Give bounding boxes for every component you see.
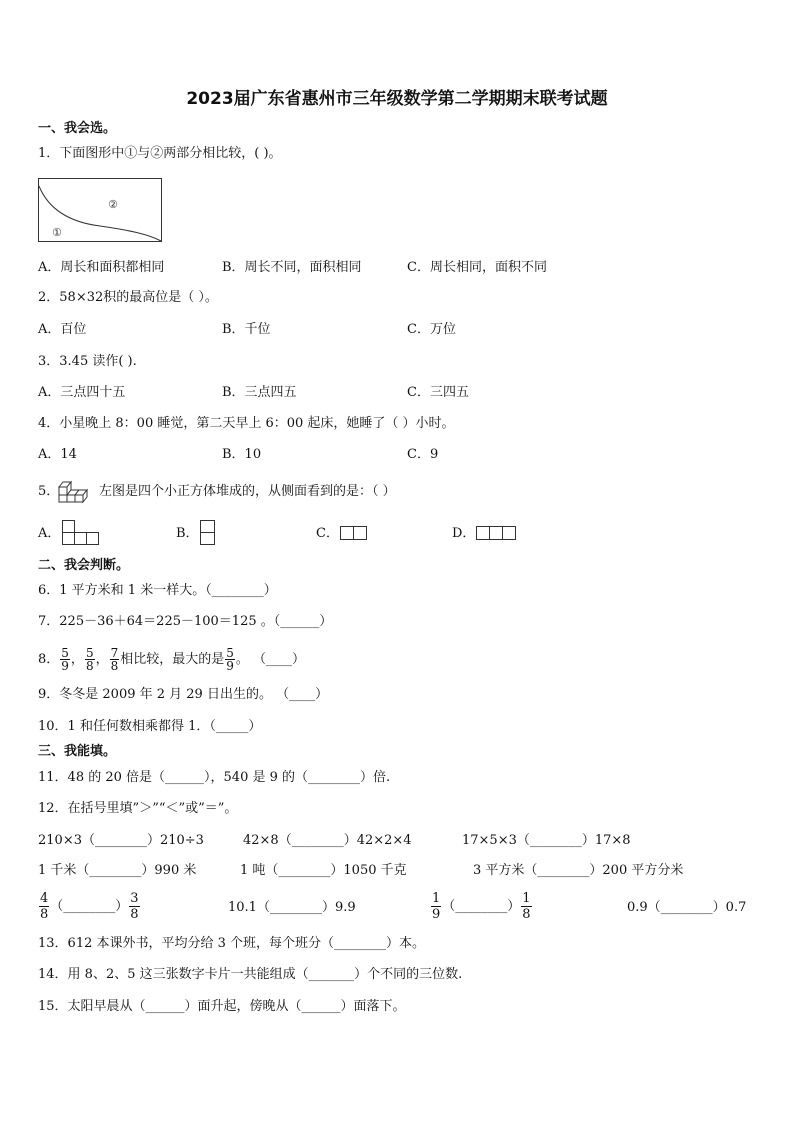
q8-number: 8． bbox=[38, 652, 60, 667]
question-1: 1．下面图形中①与②两部分相比较，( )。 bbox=[38, 146, 282, 161]
q8-fraction-2: $\frac{5}{8}$ bbox=[85, 646, 94, 673]
section-heading-fill: 三、我能填。 bbox=[38, 744, 117, 759]
section-heading-choice: 一、我会选。 bbox=[38, 121, 117, 136]
q5-option-b-figure[interactable] bbox=[200, 520, 216, 545]
q12-fraction-3-8: $\frac{3}{8}$ bbox=[130, 891, 139, 922]
q5-number: 5． bbox=[38, 484, 60, 499]
q12-row1-item2: 42×8（________）42×2×4 bbox=[243, 833, 412, 848]
question-9: 9．冬冬是 2009 年 2 月 29 日出生的。 （____） bbox=[38, 687, 329, 702]
question-13: 13．612 本课外书，平均分给 3 个班，每个班分（________）本。 bbox=[38, 936, 426, 951]
q12-row3-item1: $\frac{4}{8}$ （________） $\frac{3}{8}$ bbox=[40, 891, 139, 922]
section-heading-judge: 二、我会判断。 bbox=[38, 558, 130, 573]
q5-option-c-label[interactable]: C． bbox=[316, 526, 339, 541]
q5-option-c-figure[interactable] bbox=[340, 526, 368, 540]
q5-option-b-label[interactable]: B． bbox=[176, 526, 199, 541]
q4-option-b[interactable]: B．10 bbox=[222, 447, 262, 462]
question-3: 3．3.45 读作( ). bbox=[38, 354, 137, 369]
q1-option-b[interactable]: B．周长不同，面积相同 bbox=[222, 260, 362, 275]
q5-cubes-figure bbox=[57, 479, 99, 503]
q1-figure bbox=[38, 178, 162, 242]
question-12: 12．在括号里填”＞”“＜”或”＝”。 bbox=[38, 801, 238, 816]
q1-fig-label-2: ② bbox=[108, 198, 118, 211]
q12-row2-item2: 1 吨（________）1050 千克 bbox=[240, 863, 407, 878]
q8-fraction-3: $\frac{7}{8}$ bbox=[110, 646, 119, 673]
page-title: 2023届广东省惠州市三年级数学第二学期期末联考试题 bbox=[186, 89, 608, 109]
q4-option-a[interactable]: A．14 bbox=[38, 447, 77, 462]
q4-option-c[interactable]: C．9 bbox=[407, 447, 439, 462]
q5-option-a-figure[interactable] bbox=[62, 520, 99, 545]
question-11: 11．48 的 20 倍是（______），540 是 9 的（________）倍. bbox=[38, 770, 391, 785]
q12-row2-item1: 1 千米（________）990 米 bbox=[38, 863, 197, 878]
q12-row2-item3: 3 平方米（________）200 平方分米 bbox=[473, 863, 684, 878]
q8-fraction-1: $\frac{5}{9}$ bbox=[61, 646, 69, 673]
q8-fraction-4: $\frac{5}{9}$ bbox=[226, 646, 234, 673]
q12-row3-item4: 0.9（________）0.7 bbox=[627, 900, 747, 915]
q12-row3-item2: 10.1（________）9.9 bbox=[228, 900, 356, 915]
q8-tail: 。 （____） bbox=[235, 652, 306, 667]
q12-row1-item1: 210×3（________）210÷3 bbox=[38, 833, 204, 848]
q1-fig-label-1: ① bbox=[52, 226, 62, 239]
q1-option-a[interactable]: A．周长和面积都相同 bbox=[38, 260, 165, 275]
q12-row3-item3: $\frac{1}{9}$ （________） $\frac{1}{8}$ bbox=[432, 891, 531, 922]
question-8: 8． $\frac{5}{9}$ ， $\frac{5}{8}$ ， $\frac{7}{8}$ 相比较，最大的是 $\frac{5}{9}$ 。 （____） bbox=[38, 646, 306, 673]
q1-option-c[interactable]: C．周长相同，面积不同 bbox=[407, 260, 547, 275]
question-5: 左图是四个小正方体堆成的，从侧面看到的是：（ ） bbox=[99, 484, 396, 499]
question-6: 6．1 平方米和 1 米一样大。（________） bbox=[38, 583, 277, 598]
question-15: 15．太阳早晨从（______）面升起，傍晚从（______）面落下。 bbox=[38, 999, 406, 1014]
q5-option-d-figure[interactable] bbox=[476, 526, 516, 540]
q12-fraction-4-8: $\frac{4}{8}$ bbox=[40, 891, 49, 922]
q5-option-a-label[interactable]: A． bbox=[38, 526, 61, 541]
question-10: 10．1 和任何数相乘都得 1．（_____） bbox=[38, 719, 262, 734]
q12-fraction-1-9: $\frac{1}{9}$ bbox=[432, 891, 441, 922]
q3-option-b[interactable]: B．三点四五 bbox=[222, 385, 297, 400]
q2-option-c[interactable]: C．万位 bbox=[407, 322, 456, 337]
q8-middle-text: 相比较，最大的是 bbox=[120, 652, 225, 667]
question-2: 2．58×32积的最高位是（ ）。 bbox=[38, 290, 218, 305]
question-4: 4．小星晚上 8：00 睡觉，第二天早上 6：00 起床，她睡了（ ）小时。 bbox=[38, 416, 455, 431]
q12-row1-item3: 17×5×3（________）17×8 bbox=[462, 833, 631, 848]
q2-option-a[interactable]: A．百位 bbox=[38, 322, 87, 337]
question-14: 14．用 8、2、5 这三张数字卡片一共能组成（_______）个不同的三位数. bbox=[38, 967, 463, 982]
q3-option-a[interactable]: A．三点四十五 bbox=[38, 385, 126, 400]
q3-option-c[interactable]: C．三四五 bbox=[407, 385, 469, 400]
question-7: 7．225－36＋64＝225－100＝125 。（______） bbox=[38, 614, 333, 629]
q5-option-d-label[interactable]: D． bbox=[452, 526, 476, 541]
q12-fraction-1-8: $\frac{1}{8}$ bbox=[522, 891, 531, 922]
q2-option-b[interactable]: B．千位 bbox=[222, 322, 271, 337]
